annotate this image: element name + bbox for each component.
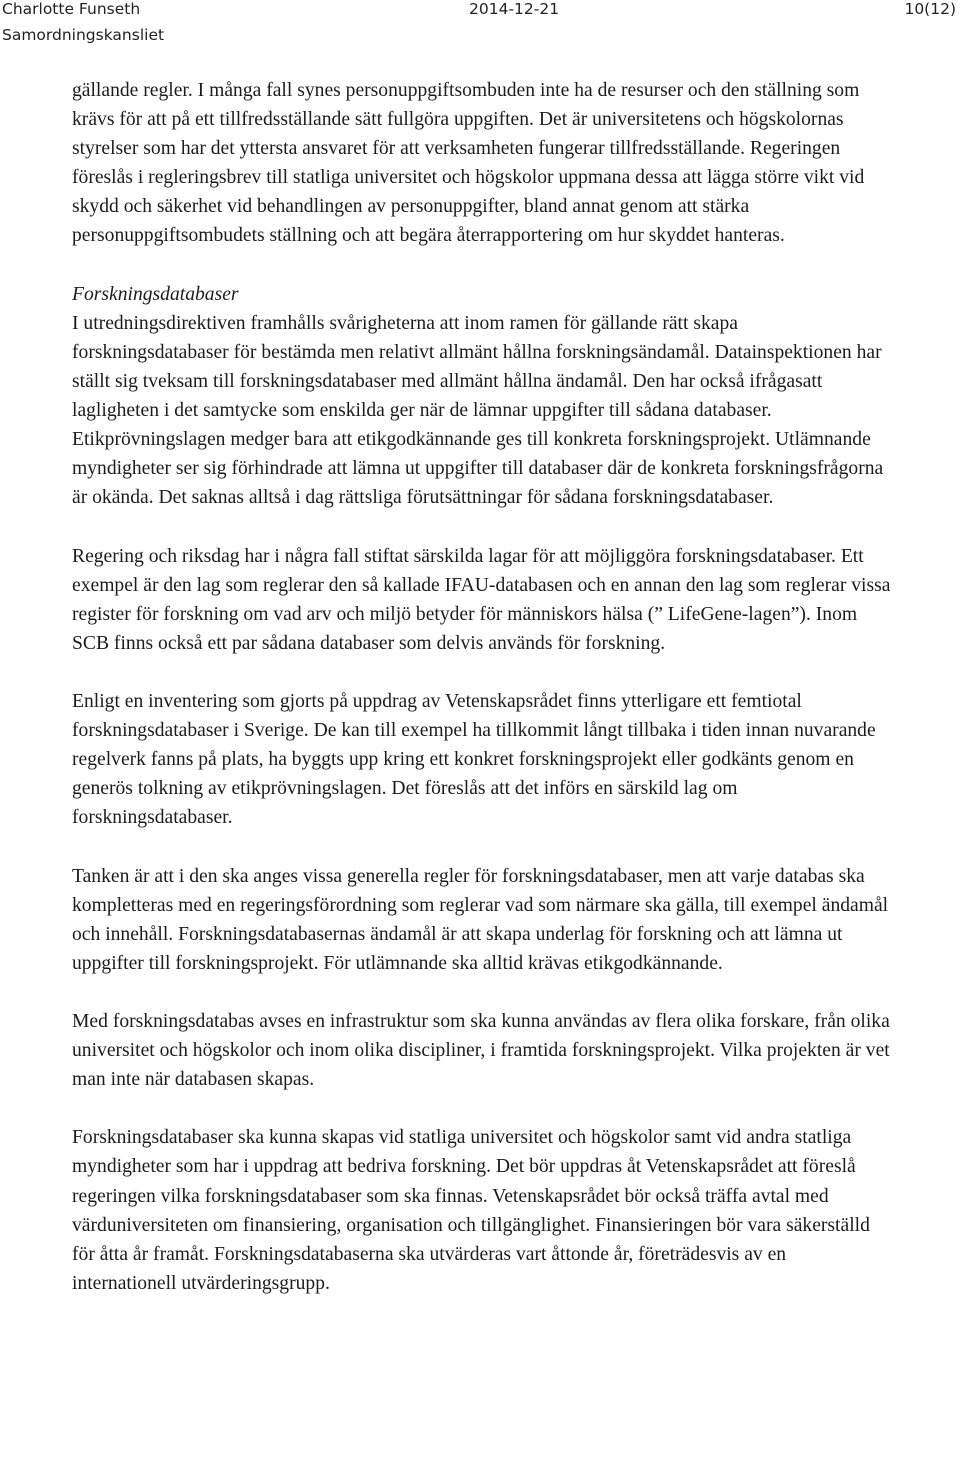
paragraph-tanken: Tanken är att i den ska anges vissa generella regler för forskningsdatabaser, men att varje databas ska kompletteras med en regeringsförordning som reglerar vad som närmare ska gälla, till exempel ändamål och innehåll. Forskningsdatabasernas ändamål är att skapa underlag för forskning och att lämna ut uppgifter till forskningsprojekt. För utlämnande ska alltid krävas etikgodkännande. (72, 865, 889, 974)
paragraph-utredningsdirektiven: I utredningsdirektiven framhålls svårigheterna att inom ramen för gällande rätt skapa forskningsdatabaser för bestämda men relativt allmänt hållna forskningsändamål. Datainspektionen har ställt sig tveksam till forskningsdatabaser med allmänt hållna ändamål. Den har också ifrågasatt lagligheten i det samtycke som enskilda ger när de lämnar uppgifter till sådana databaser. Etikprövningslagen medger bara att etikgodkännande ges till konkreta forskningsprojekt. Utlämnande myndigheter ser sig förhindrade att lämna ut uppgifter till databaser där de konkreta forskningsfrågorna är okända. Det saknas alltså i dag rättsliga förutsättningar för sådana forskningsdatabaser. (72, 312, 884, 509)
section-heading-forskningsdatabaser: Forskningsdatabaser (72, 283, 239, 305)
paragraph-regering-riksdag: Regering och riksdag har i några fall stiftat särskilda lagar för att möjliggöra forskningsdatabaser. Ett exempel är den lag som reglerar den så kallade IFAU-databasen och en annan den lag som reglerar vissa register för forskning om vad arv och miljö betyder för människors hälsa (” LifeGene-lagen”). Inom SCB finns också ett par sådana databaser som delvis används för forskning. (72, 545, 891, 654)
header-organization: Samordningskansliet (2, 26, 165, 44)
paragraph-forskningsdatabas-definition: Med forskningsdatabas avses en infrastruktur som ska kunna användas av flera olika forskare, från olika universitet och högskolor och inom olika discipliner, i framtida forskningsprojekt. Vilka projekten är vet man inte när databasen skapas. (72, 1011, 890, 1091)
paragraph-personuppgiftsombud: gällande regler. I många fall synes personuppgiftsombuden inte ha de resurser och den ställning som krävs för att på ett tillfredsställande sätt fullgöra uppgiften. Det är universitetens och högskolornas styrelser som har det yttersta ansvaret för att verksamheten fungerar tillfredsställande. Regeringen föreslås i regleringsbrev till statliga universitet och högskolor uppmana dessa att lägga större vikt vid skydd och säkerhet vid behandlingen av personuppgifter, bland annat genom att stärka personuppgiftsombudets ställning och att begära återrapportering om hur skyddet hanteras. (72, 80, 865, 247)
paragraph-spacer (72, 251, 892, 280)
header-page-number: 10(12) (904, 0, 956, 18)
paragraph-statliga-universitet: Forskningsdatabaser ska kunna skapas vid statliga universitet och högskolor samt vid andra statliga myndigheter som har i uppdrag att bedriva forskning. Det bör uppdras åt Vetenskapsrådet att föreslå regeringen vilka forskningsdatabaser som ska finnas. Vetenskapsrådet bör också träffa avtal med värduniversiteten om finansiering, organisation och tillgänglighet. Finansieringen bör vara säkerställd för åtta år framåt. Forskningsdatabaserna ska utvärderas vart åttonde år, företrädesvis av en internationell utvärderingsgrupp. (72, 1127, 870, 1294)
paragraph-inventering: Enligt en inventering som gjorts på uppdrag av Vetenskapsrådet finns ytterligare ett femtiotal forskningsdatabaser i Sverige. De kan till exempel ha tillkommit långt tillbaka i tiden innan nuvarande regelverk fanns på plats, ha byggts upp kring ett konkret forskningsprojekt eller godkänts genom en generös tolkning av etikprövningslagen. Det föreslås att det införs en särskild lag om forskningsdatabaser. (72, 690, 876, 829)
page-header (0, 0, 960, 50)
header-author: Charlotte Funseth (2, 0, 141, 18)
header-date: 2014-12-21 (469, 0, 560, 18)
document-body (72, 76, 892, 1298)
